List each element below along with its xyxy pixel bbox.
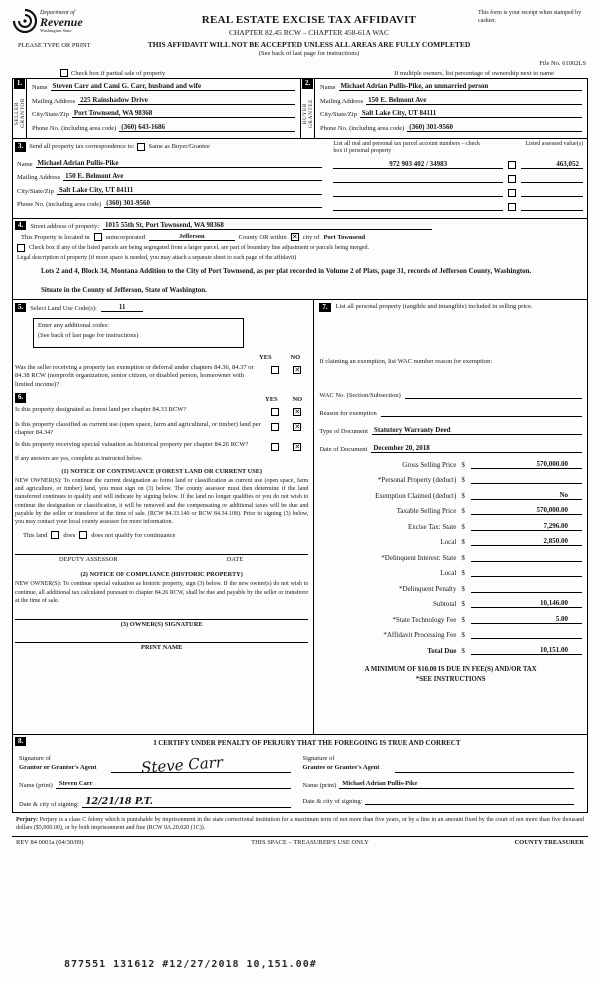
main-columns (12, 299, 588, 735)
grantor-handwritten-signature: Steve Carr (140, 752, 224, 777)
parcel-number-field[interactable]: 972 903 402 / 34983 (333, 160, 503, 169)
file-number: File No. 61002LS (539, 60, 586, 67)
personal-property-checkbox-4[interactable] (508, 203, 516, 211)
grantee-date-field[interactable] (365, 796, 574, 805)
no-header-2: NO (292, 395, 303, 403)
seller-phone-field[interactable]: (360) 643-1686 (119, 123, 295, 132)
buyer-side-label-2: GRANTEE (307, 98, 314, 128)
doc-type-label: Type of Document (319, 428, 368, 436)
yes-header: YES (259, 353, 272, 361)
grantee-name-field[interactable]: Michael Adrian Pullis-Pike (339, 780, 574, 789)
same-as-buyer-checkbox[interactable] (137, 143, 145, 151)
notice2-title: (2) NOTICE OF COMPLIANCE (HISTORIC PROPERTY) (80, 571, 243, 579)
delinquent-interest-local-field[interactable] (471, 568, 582, 577)
logo-state-text: Washington State (40, 27, 72, 33)
parcel-row (333, 188, 583, 197)
legal-description-text: Lots 2 and 4, Block 34, Montana Addition to the City of Port Townsend, as per plat recorded in Volume 2 of Plats, page 31, records of Jefferson County, Washington. (41, 267, 532, 276)
form-title: REAL ESTATE EXCISE TAX AFFIDAVIT (201, 14, 417, 26)
section4-number: 4. (15, 221, 26, 231)
personal-property-checkbox-1[interactable] (508, 161, 516, 169)
wac-label: WAC No. (Section/Subsection) (319, 392, 401, 400)
exemption-yes-checkbox[interactable] (271, 366, 279, 374)
unincorporated-label: unincorporated (105, 233, 145, 241)
additional-codes-label: Enter any additional codes: (38, 322, 109, 330)
personal-property-label: List all personal property (tangible and intangible) included in selling price. (335, 302, 533, 310)
grantee-agent-label: Grantee or Grantee's Agent (302, 763, 380, 771)
forest-land-question: Is this property designated as forest land per chapter 84.33 RCW? ✕ (15, 405, 301, 416)
rev-number: REV 84 0001a (04/30/09) (16, 838, 84, 846)
does-not-qualify-checkbox[interactable] (79, 531, 87, 539)
same-as-buyer-label: Same as Buyer/Grantee (148, 143, 210, 151)
grantor-date-field[interactable]: 12/21/18 P.T. (82, 796, 291, 808)
notice1-body: NEW OWNER(S): To continue the current designation as forest land or classification as current use (open space, farm and agriculture, or timber) land, you must sign on (3) below. The county assessor must then determine if the land transferred continues to qualify and will indicate by signing below. If the land no longer qualifies or you do not wish to continue the designation or classification, it will be removed and the compensating or additional taxes will be due and payable by the seller or transferor at the time of sale. (RCW 84.33.140 or RCW 84.34.108). Prior to signing (3) below, you may contact your local county assessor for more information. (15, 477, 309, 526)
exemption-question: Was the seller receiving a property tax exemption or deferral under chapters 84.36, 84.37 or 84.38 RCW (nonprofit organization, senior citizen, or disabled person, homeowner with limited income)? ✕ (15, 363, 301, 388)
county-or-label: County OR within (238, 233, 287, 241)
legal-description-label: Legal description of property (if more space is needed, you may attach a separate sheet to each page of the affidavit) (17, 255, 297, 262)
parcel-row (333, 202, 583, 211)
buyer-strip (301, 79, 315, 138)
gross-selling-price-field[interactable]: 570,000.00 (471, 460, 582, 469)
buyer-phone-field[interactable]: (360) 301-9560 (407, 123, 582, 132)
seller-name-field[interactable]: Steven Carr and Cami G. Carr, husband and wife (51, 82, 295, 91)
logo-text (40, 10, 83, 33)
excise-tax-local-field[interactable]: 2,850.00 (471, 537, 582, 546)
buyer-side-label-1: BUYER (301, 102, 308, 124)
partial-sale-checkbox[interactable] (60, 69, 68, 77)
segregated-label: Check box if any of the listed parcels are being segregated from a larger parcel, are part of boundary line adjustment or parcels being merged. (29, 245, 369, 252)
perjury-notice (12, 813, 588, 834)
city-of-checkbox[interactable]: ✕ (291, 233, 298, 242)
assessed-value-field[interactable] (521, 202, 583, 211)
doc-date-field[interactable]: December 20, 2018 (371, 444, 582, 453)
logo-dept-text: Department of (40, 9, 75, 16)
claiming-exemption-label: If claiming an exemption, list WAC number reason for exemption: (319, 358, 493, 366)
minimum-due-note: A MINIMUM OF $10.00 IS DUE IN FEE(S) AND/OR TAX (364, 665, 537, 673)
seller-mailing-field[interactable]: 225 Rainshadow Drive (78, 96, 295, 105)
exemption-no-checkbox[interactable]: ✕ (294, 365, 301, 374)
footer-row (12, 836, 588, 848)
print-name-line[interactable]: PRINT NAME (15, 642, 308, 651)
current-use-question: Is this property classified as current use (open space, farm and agricultural, or timber) land per chapter 84.34? ✕ (15, 420, 301, 437)
warning-line: THIS AFFIDAVIT WILL NOT BE ACCEPTED UNLESS ALL AREAS ARE FULLY COMPLETED (147, 40, 471, 49)
seller-city-label: City/State/Zip (32, 111, 69, 118)
segregated-checkbox[interactable] (17, 244, 25, 252)
affidavit-processing-fee-field[interactable] (471, 630, 582, 639)
historic-question: Is this property receiving special valuation as historical property per chapter 84.26 RCW? ✕ (15, 440, 301, 451)
continuance-choice: This land does does not qualify for continuance (23, 531, 176, 539)
logo-revenue-text: Revenue (40, 14, 83, 29)
grantor-date-label: Date & city of signing: (19, 800, 79, 808)
grantor-name-print-label: Name (print) (19, 781, 53, 789)
assessed-header: Listed assessed value(s) (525, 141, 583, 147)
section1-number: 1. (14, 79, 25, 89)
doc-type-field[interactable]: Statutory Warranty Deed (372, 426, 582, 435)
if-yes-note: If any answers are yes, complete as instructed below. (15, 455, 143, 462)
seller-buyer-sections (12, 78, 588, 139)
seller-side-label-2: GRANTOR (19, 98, 26, 129)
yes-header-2: YES (265, 395, 278, 403)
buyer-section (300, 79, 587, 138)
right-column (314, 300, 587, 734)
state-technology-fee-field[interactable]: 5.00 (471, 615, 582, 624)
parcel-list (327, 141, 583, 215)
buyer-mailing-label: Mailing Address (320, 97, 364, 105)
buyer-city-field[interactable]: Salt Lake City, UT 84111 (360, 109, 582, 118)
signature-of-label: Signature of (19, 755, 51, 763)
see-back-note: (See back of last page for instructions) (258, 50, 360, 57)
buyer-name-label: Name (320, 84, 336, 91)
parcel-header: List all real and personal tax parcel account numbers – check box if personal property (333, 141, 480, 155)
money-table: Gross Selling Price $ 570,000.00 *Personal Property (deduct) $ Exemption Claimed (deduct) $ No Taxable Selling Price $ 570,000.00 Excise Tax: State $ 7,296.00 Local $ 2,850.00 *Delinquent Interest: State $ Local $ *Delinquent Penalty $ Subtotal $ 10,146.00 *State Technology Fee $ 5.00 *Affidavit Processing Fee $ Total Due $ 10,151.00 (319, 460, 582, 655)
signature-of-label-2: Signature of (302, 755, 335, 763)
delinquent-penalty-field[interactable] (471, 584, 582, 593)
title-block (140, 8, 478, 57)
cashier-stamp: 877551 131612 #12/27/2018 10,151.00# (64, 959, 317, 970)
section3-number: 3. (15, 142, 26, 152)
section7-number: 7. (319, 303, 330, 313)
historic-yes-checkbox[interactable] (271, 443, 279, 451)
section8-number: 8. (15, 737, 26, 747)
unincorporated-checkbox[interactable] (94, 233, 102, 241)
perjury-text: Perjury is a class C felony which is punishable by imprisonment in the state correctional institution for a maximum term of not more than five years, or by a fine in an amount fixed by the court of not more than five thousand dollars ($5,000.00), or by both imprisonment and fine (RCW 9A.20.020 (1C)). (16, 816, 585, 831)
section5-number: 5. (15, 303, 26, 313)
personal-property-blank[interactable] (319, 312, 582, 358)
city-of-label: city of (302, 233, 320, 241)
seller-mailing-label: Mailing Address (32, 97, 76, 105)
parcel-row (333, 160, 583, 169)
parcel-number-field[interactable] (333, 174, 503, 183)
grantee-signature-block (299, 753, 583, 808)
corr-mailing-field[interactable]: 150 E. Belmont Ave (63, 172, 322, 181)
historic-no-checkbox[interactable]: ✕ (294, 442, 301, 451)
corr-phone-field[interactable]: (360) 301-9560 (104, 199, 322, 208)
corr-name-label: Name (17, 160, 33, 168)
notice1-title: (1) NOTICE OF CONTINUANCE (FOREST LAND OR CURRENT USE) (61, 467, 263, 475)
section6-number: 6. (15, 393, 26, 403)
chapter-line: CHAPTER 82.45 RCW – CHAPTER 458-61A WAC (229, 28, 389, 37)
certification-section (12, 734, 588, 813)
buyer-city-label: City/State/Zip (320, 111, 357, 118)
grantee-name-print-label: Name (print) (302, 781, 337, 789)
seller-side-label-1: SELLER (13, 101, 20, 125)
corr-city-field[interactable]: Salt Lake City, UT 84111 (57, 186, 323, 195)
tax-correspondence-section (12, 138, 588, 219)
corr-city-label: City/State/Zip (17, 187, 54, 195)
assessed-value-field[interactable] (521, 188, 583, 197)
seller-strip (13, 79, 27, 138)
county-treasurer-label: COUNTY TREASURER (514, 838, 584, 846)
situate-text: Situate in the County of Jefferson, State of Washington. (41, 285, 207, 294)
buyer-mailing-field[interactable]: 150 E. Belmont Ave (366, 96, 582, 105)
forest-no-checkbox[interactable]: ✕ (294, 407, 301, 416)
date-label: DATE (226, 556, 244, 564)
corr-mailing-label: Mailing Address (17, 174, 61, 182)
buyer-name-field[interactable]: Michael Adrian Pullis-Pike, an unmarried person (339, 82, 582, 91)
personal-property-checkbox-3[interactable] (508, 189, 516, 197)
reason-field[interactable] (381, 408, 582, 417)
subtotal-field[interactable]: 10,146.00 (471, 599, 582, 608)
land-use-code-field[interactable]: 11 (101, 303, 144, 312)
deputy-assessor-label: DEPUTY ASSESSOR (58, 556, 118, 564)
assessed-value-field[interactable]: 463,052 (521, 160, 583, 169)
grantor-name-field[interactable]: Steven Carr (56, 780, 291, 789)
corr-phone-label: Phone No. (including area code) (17, 201, 102, 209)
personal-property-checkbox-2[interactable] (508, 175, 516, 183)
city-name-field[interactable]: Port Townsend (323, 233, 366, 241)
section2-number: 2. (302, 79, 313, 89)
parcel-row (333, 174, 583, 183)
please-type-or-print: PLEASE TYPE OR PRINT (18, 42, 91, 49)
multiple-owners-note: If multiple owners, list percentage of ownership next to name (394, 69, 554, 77)
treasurer-space-label: THIS SPACE – TREASURER'S USE ONLY (251, 838, 369, 846)
reason-label: Reason for exemption (319, 410, 377, 418)
notice2-body: NEW OWNER(S): To continue special valuation as historic property, sign (3) below. If the new owner(s) do not wish to continue, all additional tax calculated pursuant to chapter 84.26 RCW, shall be due and payable by the seller or transferor at the time of sale. (15, 581, 309, 604)
personal-property-deduct-field[interactable] (471, 475, 582, 484)
left-column (13, 300, 314, 734)
owners-signature-line[interactable]: (3) OWNER(S) SIGNATURE (15, 619, 308, 628)
grantor-signature-block (15, 753, 299, 808)
taxable-selling-price-field[interactable]: 570,000.00 (471, 506, 582, 515)
forest-yes-checkbox[interactable] (271, 408, 279, 416)
no-header: NO (290, 353, 301, 361)
revenue-logo (12, 8, 140, 34)
grantor-signature-field[interactable] (111, 752, 291, 777)
street-address-field[interactable]: 1015 55th St, Port Townsend, WA 98368 (103, 221, 432, 230)
seller-name-label: Name (32, 84, 48, 91)
partial-sale-option (60, 69, 165, 77)
current-use-no-checkbox[interactable]: ✕ (294, 422, 301, 431)
agency-block (12, 8, 140, 49)
perjury-lead: Perjury: (16, 816, 38, 823)
certify-statement: I CERTIFY UNDER PENALTY OF PERJURY THAT THE FOREGOING IS TRUE AND CORRECT (153, 738, 461, 747)
grantee-date-label: Date & city of signing: (302, 797, 363, 805)
excise-tax-state-field[interactable]: 7,296.00 (471, 522, 582, 531)
codes-see-back: (See back of last page for instructions) (38, 332, 139, 340)
street-address-label: Street address of property: (30, 223, 100, 231)
parcel-number-field[interactable] (333, 188, 503, 197)
seller-phone-label: Phone No. (including area code) (32, 124, 117, 132)
grantor-agent-label: Grantor or Grantor's Agent (19, 763, 97, 771)
see-instructions-note: *SEE INSTRUCTIONS (415, 676, 486, 684)
buyer-phone-label: Phone No. (including area code) (320, 124, 405, 132)
property-location-section (12, 218, 588, 300)
deputy-assessor-line[interactable] (15, 554, 308, 563)
doc-date-label: Date of Document (319, 446, 368, 454)
total-due-field[interactable]: 10,151.00 (471, 646, 582, 655)
form-header (12, 8, 588, 57)
corr-name-field[interactable]: Michael Adrian Pullis-Pike (36, 159, 323, 168)
seller-city-field[interactable]: Port Townsend, WA 98368 (72, 109, 295, 118)
current-use-yes-checkbox[interactable] (271, 423, 279, 431)
revenue-swirl-icon (12, 8, 38, 34)
seller-section (13, 79, 300, 138)
wac-field[interactable] (405, 390, 582, 399)
grantee-signature-field[interactable] (395, 753, 575, 773)
receipt-note: This form is your receipt when stamped by cashier. (478, 10, 582, 24)
located-in-label: This Property is located in (21, 233, 90, 241)
assessed-value-field[interactable] (521, 174, 583, 183)
partial-sale-label: Check box if partial sale of property (71, 69, 166, 77)
county-name-field[interactable]: Jefferson (149, 233, 235, 241)
land-use-label: Select Land Use Code(s): (30, 305, 97, 313)
send-correspondence-label: Send all property tax correspondence to: (29, 143, 135, 151)
does-qualify-checkbox[interactable] (51, 531, 59, 539)
delinquent-interest-state-field[interactable] (471, 553, 582, 562)
parcel-number-field[interactable] (333, 202, 503, 211)
additional-codes-box[interactable] (33, 318, 244, 348)
exemption-claimed-field[interactable]: No (471, 491, 582, 500)
